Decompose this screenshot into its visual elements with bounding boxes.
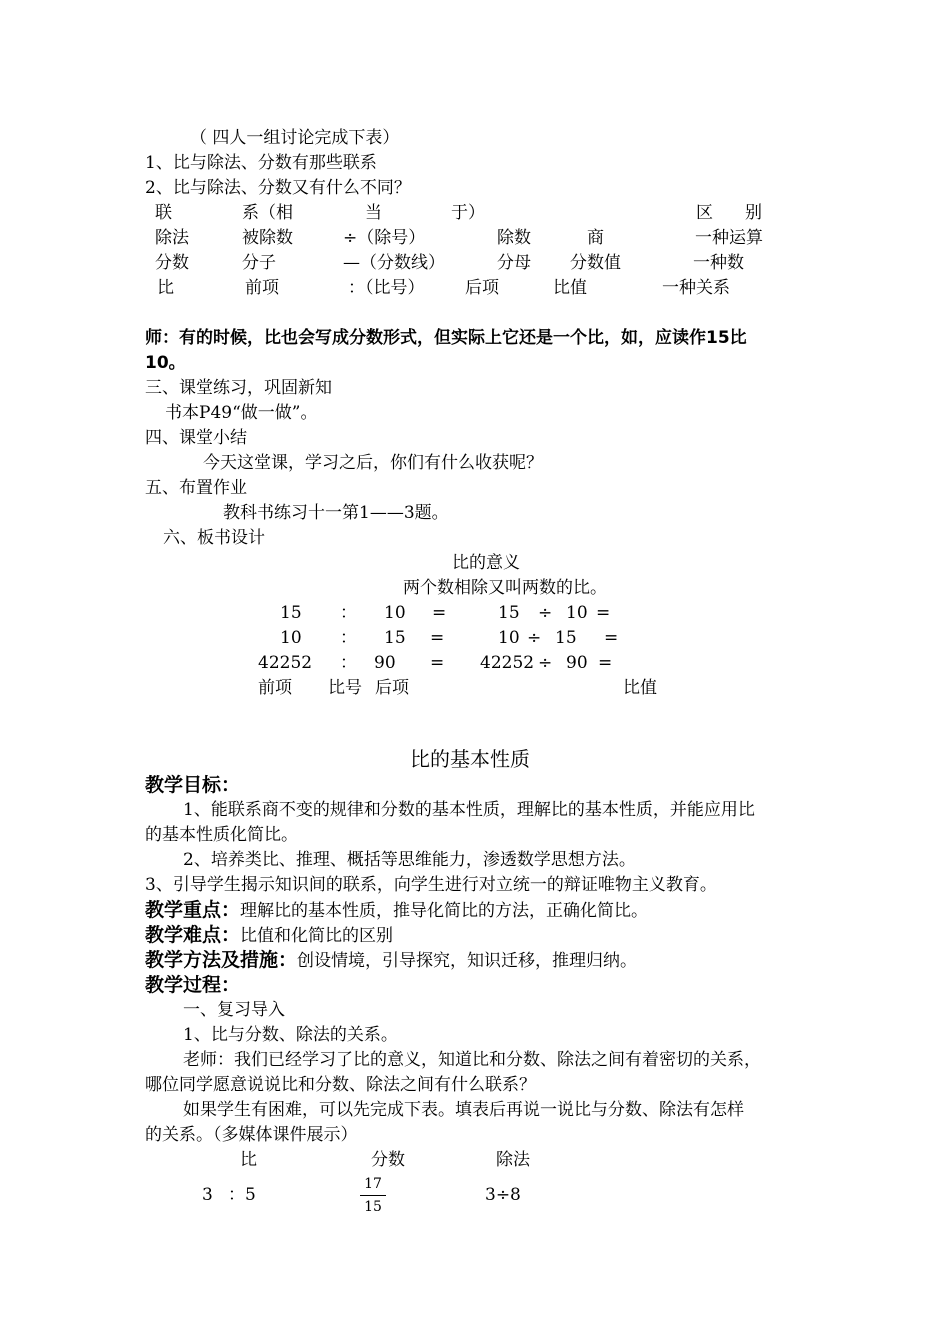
section-summary: 四、课堂小结 [145,428,247,448]
difficulty-heading: 教学难点： [145,924,241,946]
board-cell: = [596,603,611,623]
review-header: 除法 [496,1150,530,1170]
board-label: 前项 [258,678,292,698]
key-text: 理解比的基本性质，推导化简比的方法，正确化简比。 [240,901,649,921]
board-cell: 42252 [480,653,535,673]
board-cell: 15 [280,603,302,623]
instruction-cont: 的关系。（多媒体课件展示） [145,1125,358,1145]
table-cell: ：（比号） [348,278,425,298]
review-header: 分数 [371,1150,405,1170]
review-header: 比 [240,1150,257,1170]
goal-2: 2、培养类比、推理、概括等思维能力，渗透数学思想方法。 [183,850,636,870]
fraction-numerator: 17 [364,1176,382,1192]
board-cell: 15 [384,628,406,648]
ratio-antecedent: 3 [202,1185,213,1205]
difficulty-text: 比值和化简比的区别 [240,926,394,946]
teacher-speech: 老师：我们已经学习了比的意义，知道比和分数、除法之间有着密切的关系， [183,1050,761,1070]
board-label: 比号 [328,678,362,698]
board-cell: = [604,628,619,648]
section-homework-text: 教科书练习十一第1——3题。 [223,503,449,523]
board-label: 比值 [623,678,657,698]
board-cell: 90 [566,653,588,673]
lesson-title: 比的基本性质 [410,747,530,771]
table-cell: 分数值 [570,253,621,273]
key-heading: 教学重点： [145,899,241,921]
board-label: 后项 [375,678,409,698]
board-definition: 两个数相除又叫两数的比。 [403,578,607,598]
table-cell: 商 [587,228,604,248]
fraction-denominator: 15 [364,1199,382,1215]
table-cell: 比 [157,278,174,298]
header-cell: 于） [451,203,485,223]
board-cell: ： [340,653,357,673]
ratio-consequent: ：5 [228,1185,256,1205]
table-cell: 分母 [497,253,531,273]
question-2: 2、比与除法、分数又有什么不同？ [145,178,411,198]
board-title: 比的意义 [452,553,520,573]
header-cell: 区 [696,203,713,223]
board-cell: 10 [566,603,588,623]
table-cell: ÷（除号） [343,228,426,248]
method-heading: 教学方法及措施： [145,949,298,971]
header-cell: 联 [155,203,172,223]
board-cell: 10 [280,628,302,648]
table-cell: 除法 [155,228,189,248]
header-cell: 系（相 [242,203,293,223]
board-cell: 42252 [258,653,313,673]
board-cell: = [430,628,445,648]
section-practice: 三、课堂练习，巩固新知 [145,378,332,398]
goal-1-cont: 的基本性质化简比。 [145,825,298,845]
board-cell: ÷ [527,628,542,648]
board-cell: ÷ [538,653,553,673]
board-cell: ： [340,603,357,623]
section-board-design: 六、板书设计 [163,528,265,548]
fraction [358,1175,388,1216]
goal-1: 1、能联系商不变的规律和分数的基本性质，理解比的基本性质，并能应用比 [183,800,755,820]
process-step-1: 一、复习导入 [183,1000,285,1020]
teacher-speech-cont: 哪位同学愿意说说比和分数、除法之间有什么联系？ [145,1075,536,1095]
section-summary-text: 今天这堂课，学习之后，你们有什么收获呢？ [203,453,543,473]
board-cell: = [598,653,613,673]
method-text: 创设情境，引导探究，知识迁移，推理归纳。 [297,951,638,971]
header-cell: 别 [745,203,762,223]
teacher-note-cont: 10。 [145,353,186,373]
board-cell: 90 [374,653,396,673]
header-cell: 当 [365,203,382,223]
board-cell: 10 [498,628,520,648]
method [145,949,637,972]
table-cell: 分数 [155,253,189,273]
division-expression: 3÷8 [485,1185,521,1205]
board-cell: 10 [384,603,406,623]
goal-3: 3、引导学生揭示知识间的联系，向学生进行对立统一的辩证唯物主义教育。 [145,875,717,895]
goals-heading: 教学目标： [145,774,241,796]
process-heading: 教学过程： [145,974,241,996]
board-cell: ： [340,628,357,648]
table-cell: 分子 [242,253,276,273]
teacher-note: 师：有的时候，比也会写成分数形式，但实际上它还是一个比，如，应读作15比 [145,328,747,348]
table-cell: 一种运算 [695,228,763,248]
table-cell: 被除数 [242,228,293,248]
board-cell: 15 [555,628,577,648]
table-cell: 一种关系 [662,278,730,298]
difficulty [145,924,393,947]
table-cell: 比值 [553,278,587,298]
fraction-bar [360,1195,386,1196]
board-cell: = [430,653,445,673]
table-cell: 一种数 [693,253,744,273]
table-cell: 除数 [497,228,531,248]
table-cell: 前项 [245,278,279,298]
process-step-2: 1、比与分数、除法的关系。 [183,1025,398,1045]
table-cell: 后项 [465,278,499,298]
section-homework: 五、布置作业 [145,478,247,498]
group-discussion-note: （ 四人一组讨论完成下表） [190,128,400,148]
section-practice-text: 书本P49“做一做”。 [165,403,318,423]
question-1: 1、比与除法、分数有那些联系 [145,153,377,173]
board-cell: = [432,603,447,623]
table-cell: —（分数线） [343,253,445,273]
key-point [145,899,648,922]
board-cell: ÷ [538,603,553,623]
board-cell: 15 [498,603,520,623]
instruction: 如果学生有困难，可以先完成下表。填表后再说一说比与分数、除法有怎样 [183,1100,744,1120]
